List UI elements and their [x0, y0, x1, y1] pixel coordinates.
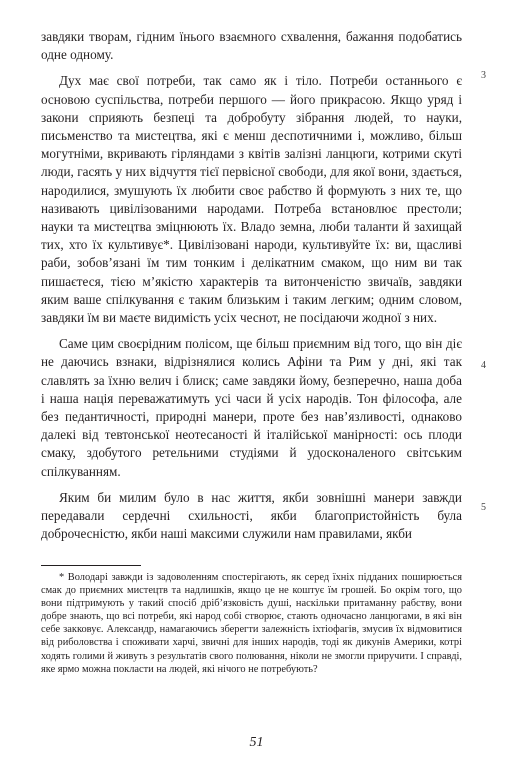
paragraph-life: Яким би милим було в нас життя, якби зовнішні манери завжди передавали сердечні схильності, якби благопристойність була доброчесністю, якби наші максими служили нам правилами, якби [41, 489, 462, 542]
paragraph-spirit-needs: Дух має свої потреби, так само як і тіло. Потреби останнього є основою суспільства, потреби першого — його прикрасою. Якщо уряд і закони сприяють безпеці та добробуту зібрання людей, то науки, письменство та мистецтва, які є менш деспотичними і, можливо, більш могутніми, вкривають гірляндами з квітів залізні ланцюги, котрими скуті люди, гасять у них відчуття тієї первісної свободи, для якої вони, здається, народилися, змушують їх любити своє рабство й формують з них те, що називають цивілізованими народами. Потреба встановлює престоли; науки та мистецтва зміцнюють їх. Владо земна, люби таланти й захищай тих, хто їх культивує*. Цивілізовані народи, культивуйте їх: ви, щасливі раби, зобов’язані їм тим тонким і делікатним смаком, що ним ви так пишаєтеся, тією м’якістю характерів та витонченістю звичаїв, завдяки яким ваше спілкування є таким близьким і таким легким; одним словом, завдяки їм ви маєте видимість усіх чеснот, не посідаючи жодної з них. [41, 73, 462, 326]
footnote-text: * Володарі завжди із задоволенням спостерігають, як серед їхніх підданих поширюється смак до приємних мистецтв та надлишків, якщо це не коштує їм грошей. Бо окрім того, що вони підтримують у такий спосіб дріб’язковість душі, наскільки притаманну рабству, вони добре знають, що всі потреби, які народ собі створює, стають одночасно ланцюгами, в які він себе закковує. Александр, намагаючись зберегти залежність іхтіофагів, змусив їх відмовитися від риболовства і споживати харчі, звичні для інших народів, тоді як дикунів Америки, котрі ходять голими й живуть з результатів свого полювання, ніколи не змогли приручити. І справді, яке ярмо можна покласти на людей, які нічого не потребують? [41, 572, 462, 675]
page-number: 51 [249, 735, 264, 750]
main-text [41, 28, 462, 543]
margin-number: 5 [481, 502, 486, 513]
footnote-rule [41, 565, 141, 566]
margin-number: 3 [481, 70, 486, 81]
footnote [41, 571, 462, 676]
paragraph-continuation: завдяки творам, гідним їнього взаємного схвалення, бажання подобатись одне одному. [41, 29, 462, 63]
margin-number: 4 [481, 360, 486, 371]
paragraph-polish: Саме цим своєрідним полісом, ще більш приємним від того, що він діє не даючись взнаки, відрізнялися колись Афіни та Рим у дні, які так славлять за їхню велич і блиск; саме завдяки йому, безперечно, наша доба і наша нація переважатимуть усі часи й усіх народів. Тон філософа, але без педантичності, природні манери, проте без нав’язливості, однаково далекі від тевтонської неотесаності й італійської манірності: ось плоди смаку, здобутого ретельними студіями й удосконаленого світським спілкуванням. [41, 336, 462, 479]
